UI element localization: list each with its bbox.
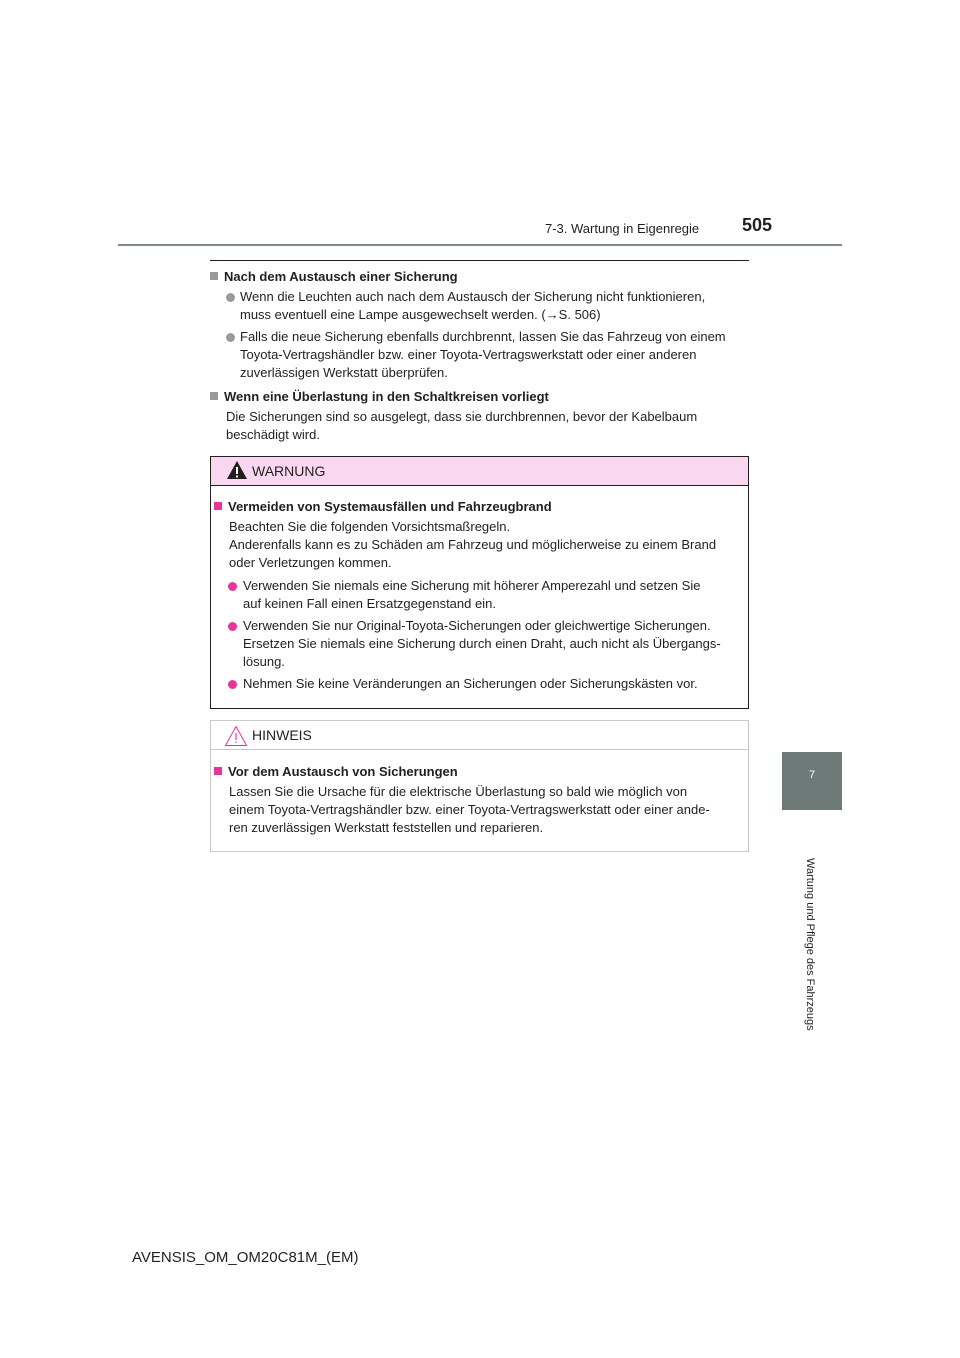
caution-triangle-icon	[224, 725, 248, 747]
document-code: AVENSIS_OM_OM20C81M_(EM)	[132, 1249, 359, 1266]
chapter-title: Wartung und Pflege des Fahrzeugs	[804, 858, 816, 1031]
bullet-text: Wenn die Leuchten auch nach dem Austausch der Sicherung nicht funktionieren, muss eventuell eine Lampe ausgewechselt werden. (→S. 506)	[240, 289, 706, 322]
header-rule	[118, 244, 842, 246]
bullet-text: Falls die neue Sicherung ebenfalls durchbrennt, lassen Sie das Fahrzeug von einem Toyota-Vertragshändler bzw. einer Toyota-Vertragswerkstatt oder einer anderen zuverlässigen Werkstatt überprüfen.	[240, 329, 726, 380]
section-title: 7-3. Wartung in Eigenregie	[545, 221, 700, 236]
warning-triangle-icon	[226, 460, 248, 480]
warning-title: WARNUNG	[252, 463, 326, 479]
square-bullet-icon	[214, 502, 222, 510]
bullet-dot-icon	[226, 333, 235, 342]
bullet-dot-icon	[228, 582, 237, 591]
notice-heading: Vor dem Austausch von Sicherungen	[214, 764, 458, 779]
chapter-tab	[782, 752, 842, 810]
warning-bullet-text: Verwenden Sie nur Original-Toyota-Sicherungen oder gleichwertige Sicherungen. Ersetzen Sie niemals eine Sicherung durch einen Draht, auch nicht als Übergangs- lösung.	[243, 618, 721, 669]
notice-title: HINWEIS	[252, 727, 312, 743]
bullet-dot-icon	[228, 622, 237, 631]
content-top-rule	[210, 260, 749, 261]
section-heading: Wenn eine Überlastung in den Schaltkreisen vorliegt	[210, 389, 549, 404]
warning-bullet-text: Nehmen Sie keine Veränderungen an Sicherungen oder Sicherungskästen vor.	[243, 676, 698, 691]
square-bullet-icon	[214, 767, 222, 775]
page-number: 505	[742, 215, 773, 235]
notice-paragraph: Lassen Sie die Ursache für die elektrische Überlastung so bald wie möglich von einem Toyota-Vertragshändler bzw. einer Toyota-Vertragswerkstatt oder einer ande- ren zuverlässigen Werkstatt feststellen und reparieren.	[229, 784, 710, 835]
square-bullet-icon	[210, 392, 218, 400]
bullet-dot-icon	[228, 680, 237, 689]
bullet-dot-icon	[226, 293, 235, 302]
paragraph: Die Sicherungen sind so ausgelegt, dass sie durchbrennen, bevor der Kabelbaum beschädigt wird.	[226, 409, 698, 442]
chapter-number: 7	[808, 769, 816, 781]
warning-paragraph: Beachten Sie die folgenden Vorsichtsmaßregeln. Anderenfalls kann es zu Schäden am Fahrzeug und möglicherweise zu einem Brand oder Verletzungen kommen.	[229, 519, 717, 570]
notice-header-rule	[211, 749, 748, 750]
section-heading: Nach dem Austausch einer Sicherung	[210, 269, 458, 284]
warning-heading: Vermeiden von Systemausfällen und Fahrzeugbrand	[214, 499, 552, 514]
warning-bullet-text: Verwenden Sie niemals eine Sicherung mit höherer Amperezahl und setzen Sie auf keinen Fall einen Ersatzgegenstand ein.	[243, 578, 701, 611]
square-bullet-icon	[210, 272, 218, 280]
